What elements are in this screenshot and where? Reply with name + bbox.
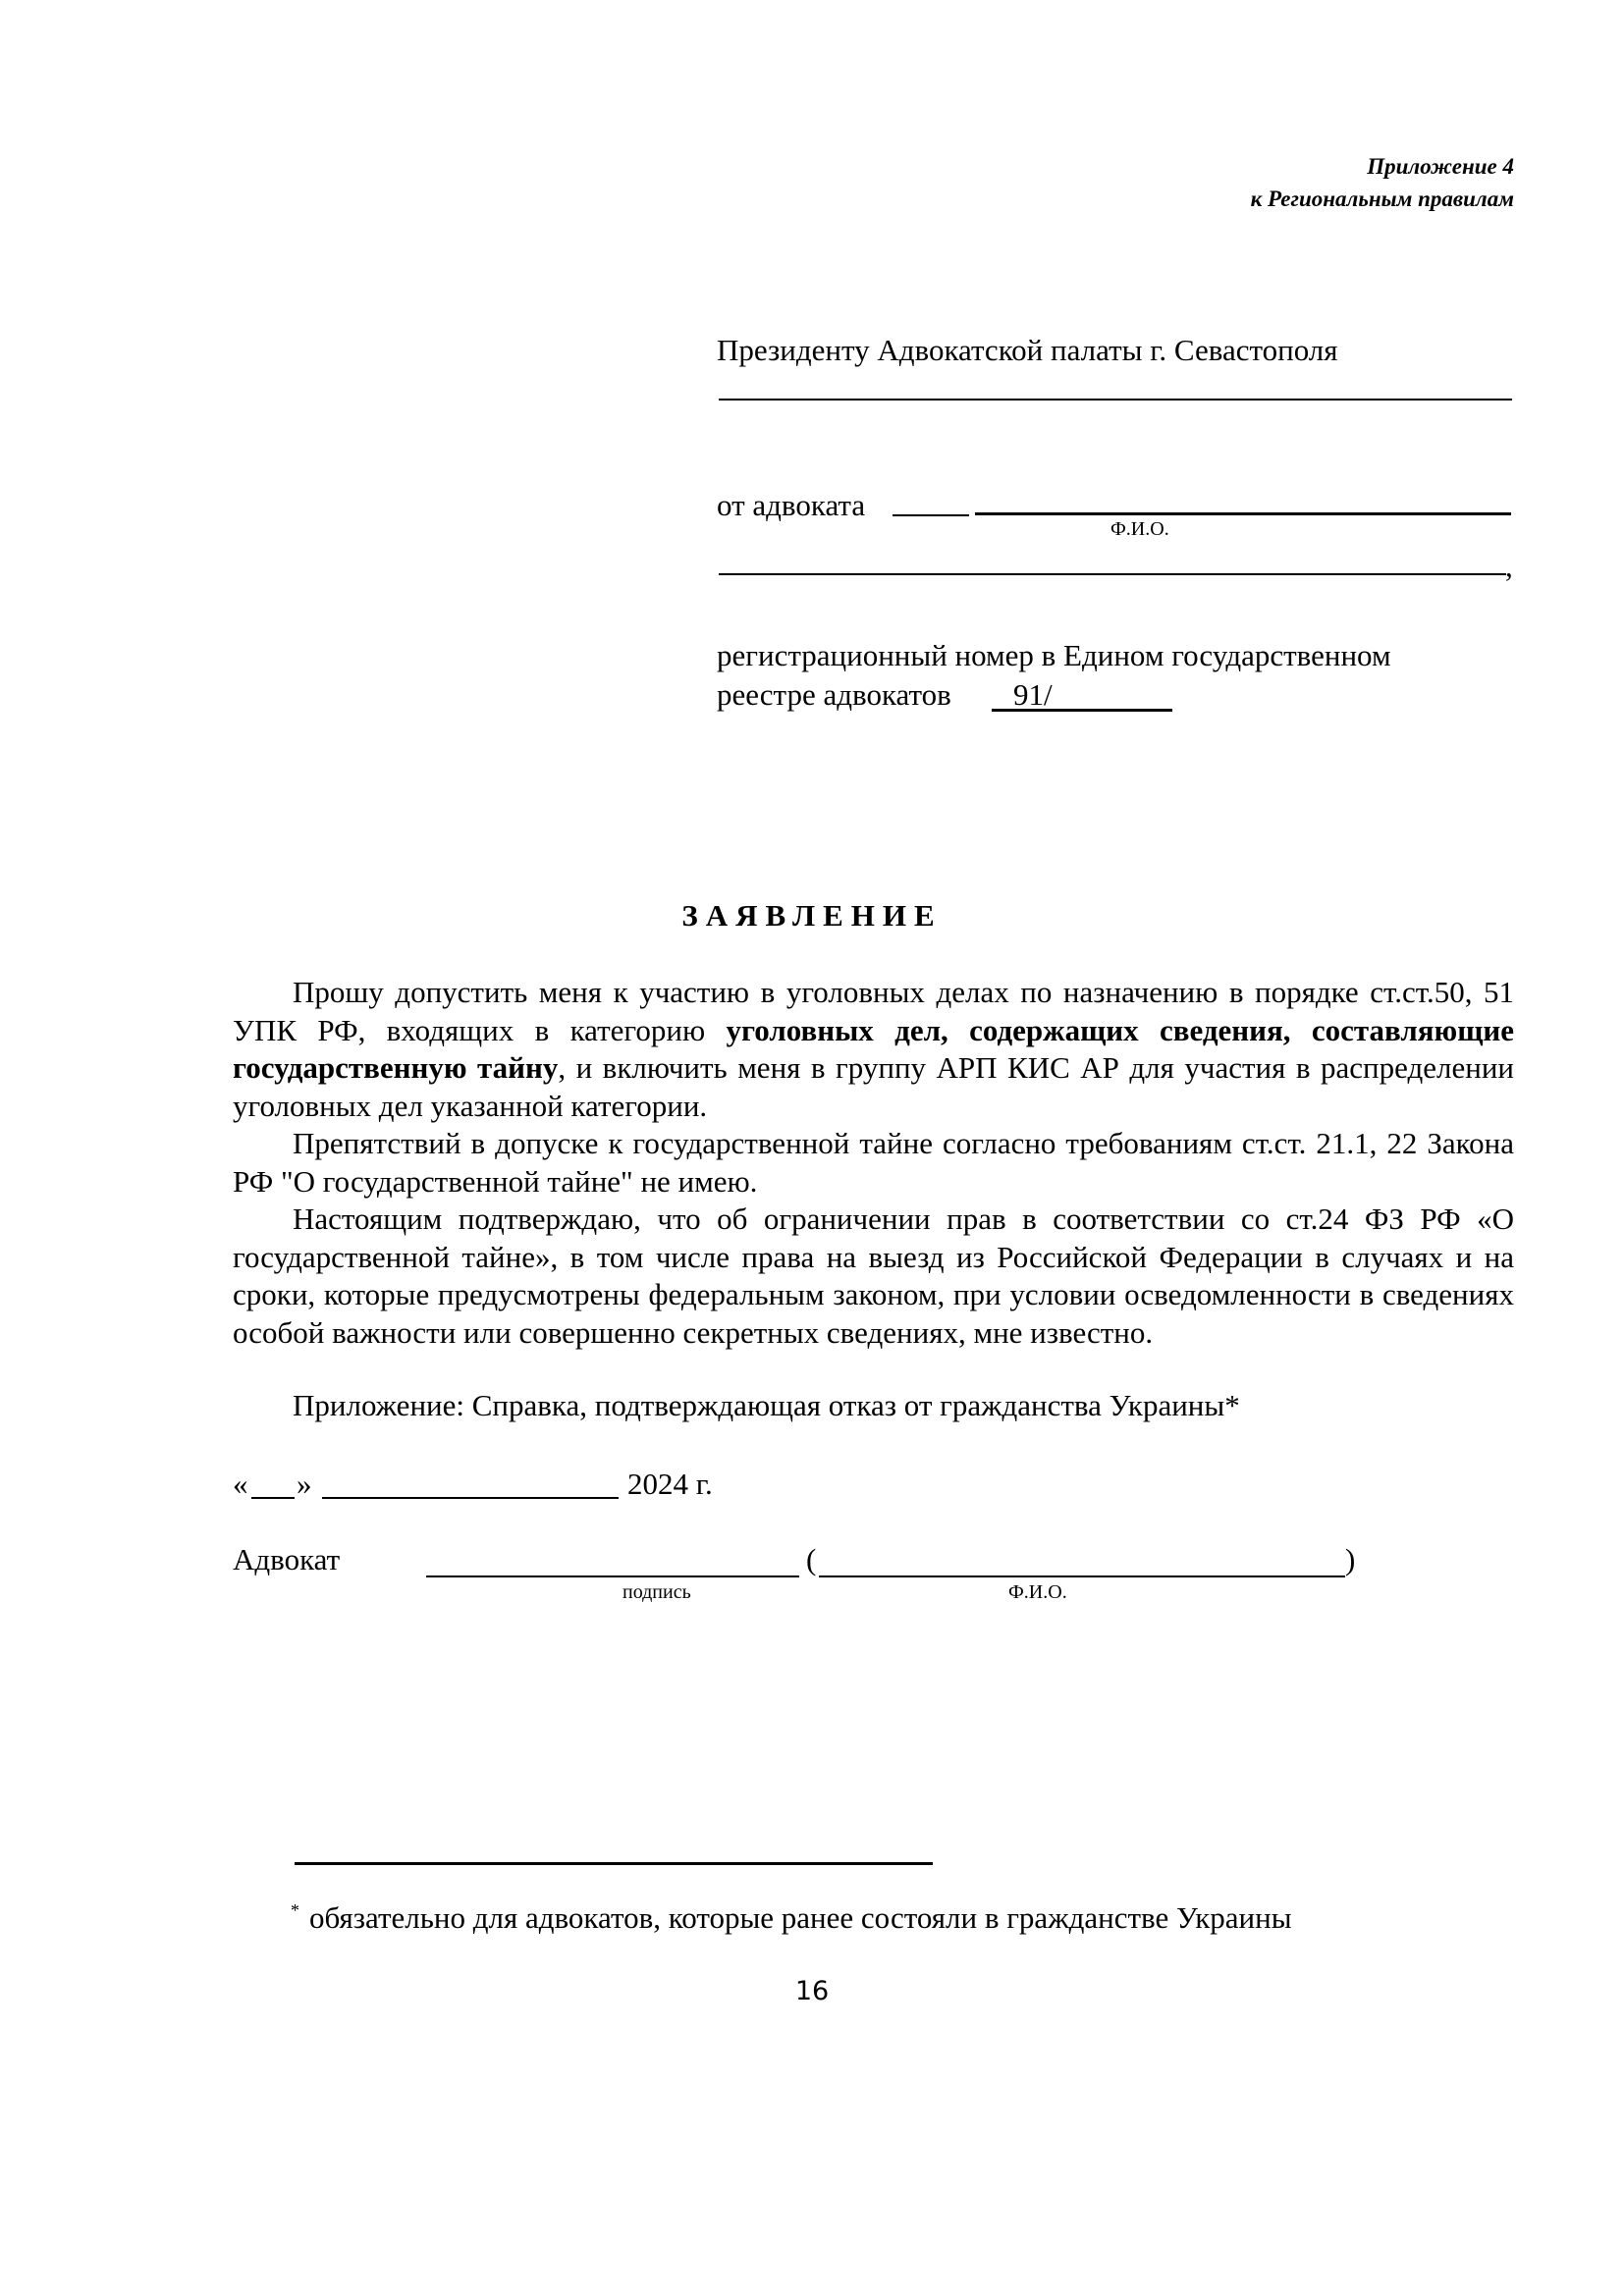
paragraph-request-bold: уголовных дел, содержащих сведения, составляющие государственную тайну [233, 1012, 1514, 1085]
appendix-number: Приложение 4 [1367, 154, 1514, 179]
reg-number-field[interactable] [992, 709, 1172, 712]
name-caption: Ф.И.О. [1008, 1581, 1067, 1603]
document-title: ЗАЯВЛЕНИЕ [681, 898, 943, 933]
paragraph-request-end: , и включить меня в группу АРП КИС АР для участия в распределении уголовных дел указанной категории. [233, 1050, 1515, 1123]
date-day-field[interactable] [251, 1497, 295, 1499]
from-name-field[interactable] [975, 512, 1511, 515]
footnote-marker: * [291, 1900, 299, 1920]
reg-number-value: 91/ [1013, 677, 1053, 712]
line-comma: , [1505, 549, 1513, 583]
fio-caption: Ф.И.О. [1110, 518, 1169, 540]
date-month-field[interactable] [322, 1497, 619, 1499]
date-year: 2024 г. [627, 1467, 713, 1501]
reg-number-label-1: регистрационный номер в Едином государственном [717, 638, 1391, 672]
attachment-line: Приложение: Справка, подтверждающая отказ от гражданства Украины* [293, 1388, 1240, 1422]
paragraph-request [233, 974, 1514, 1125]
signature-field[interactable] [426, 1575, 799, 1577]
date-close-quote: » [297, 1467, 312, 1501]
signature-close-paren: ) [1345, 1542, 1356, 1576]
footnote-separator [295, 1862, 933, 1865]
date-open-quote: « [233, 1467, 248, 1501]
appendix-reference: к Региональным правилам [1250, 187, 1514, 211]
page-number: 16 [794, 1976, 830, 2006]
footnote-text: обязательно для адвокатов, которые ранее состояли в гражданстве Украины [309, 1900, 1292, 1935]
addressee-to: Президенту Адвокатской палаты г. Севастополя [717, 333, 1338, 367]
signature-name-field[interactable] [819, 1575, 1345, 1577]
from-label: от адвоката [717, 488, 866, 522]
paragraph-obstacles: Препятствий в допуске к государственной тайне согласно требованиям ст.ст. 21.1, 22 Закона РФ "О государственной тайне" не имею. [233, 1126, 1514, 1199]
paragraph-request-start: Прошу допустить меня к участию в уголовных делах по назначению в порядке ст.ст.50, 51 УПК РФ, входящих в категорию [233, 975, 1514, 1047]
signature-label: Адвокат [233, 1542, 341, 1576]
signature-caption: подпись [623, 1581, 691, 1603]
statement-body [233, 974, 1514, 1352]
reg-number-label-2: реестре адвокатов [717, 677, 951, 712]
paragraph-confirmation: Настоящим подтверждаю, что об ограничении прав в соответствии со ст.24 ФЗ РФ «О государственной тайне», в том числе права на выезд из Российской Федерации в случаях и на сроки, которые предусмотрены федеральным законом, при условии осведомленности в сведениях особой важности или совершенно секретных сведениях, мне известно. [233, 1201, 1514, 1350]
signature-open-paren: ( [806, 1542, 817, 1576]
addressee-blank-line[interactable] [719, 399, 1512, 400]
from-blank-short[interactable] [893, 514, 969, 516]
appendix-header [1251, 150, 1514, 215]
from-second-line[interactable] [719, 573, 1506, 575]
footnote [291, 1900, 1292, 1936]
